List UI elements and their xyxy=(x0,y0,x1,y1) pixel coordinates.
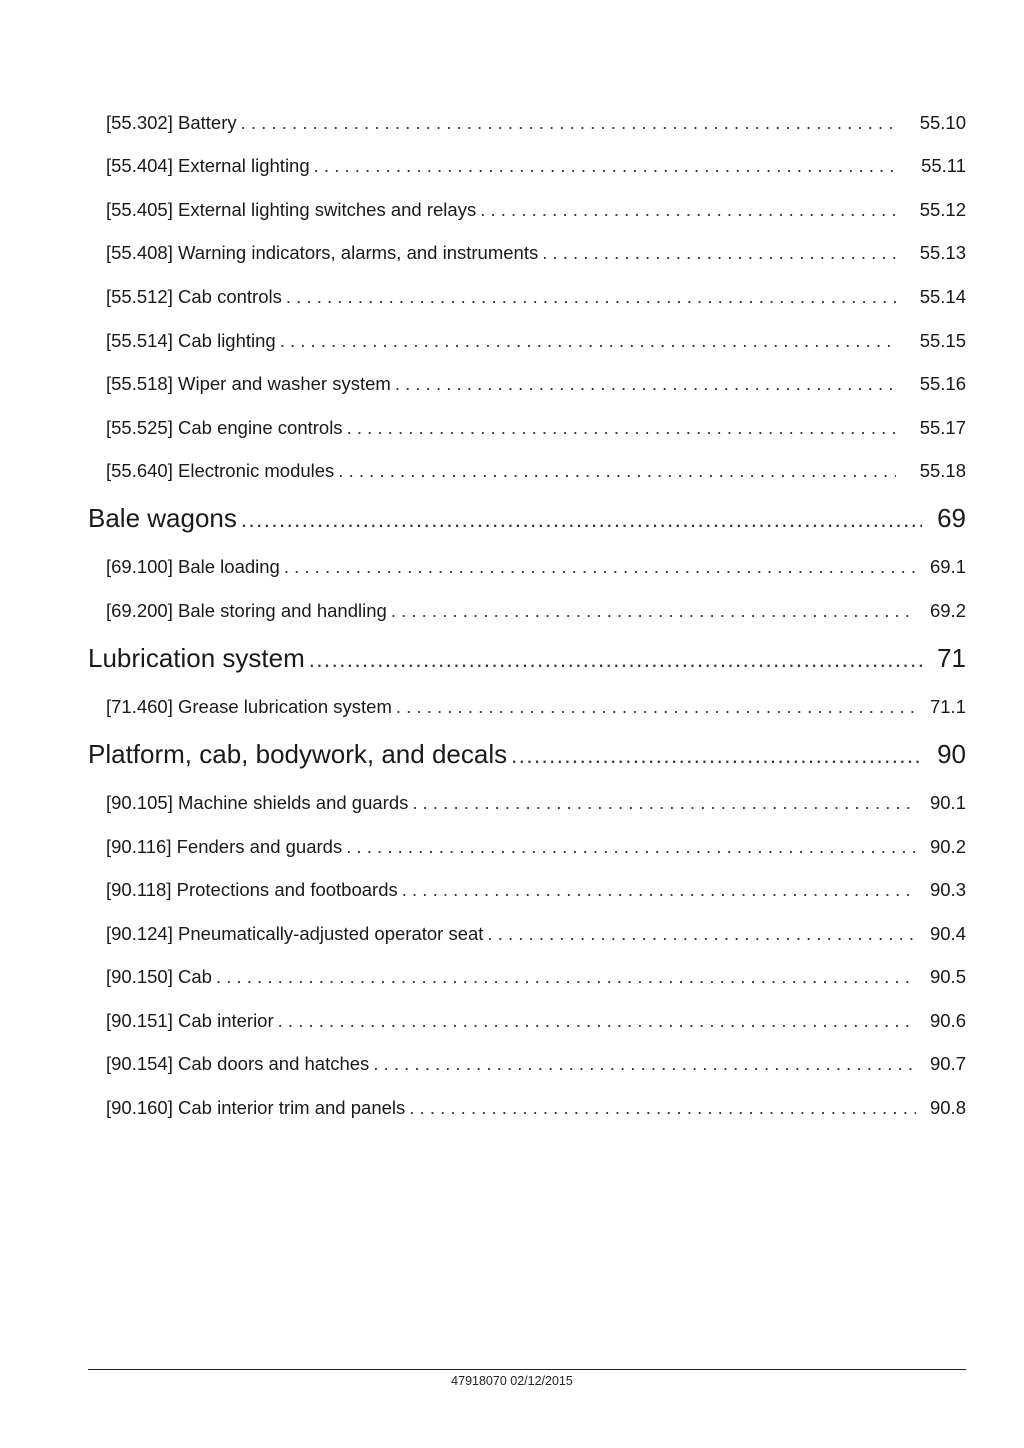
toc-chapter-page: 69 xyxy=(937,503,966,533)
toc-entry-page: 90.3 xyxy=(929,879,966,900)
toc-entry[interactable] xyxy=(106,199,966,225)
dot-leader xyxy=(373,1053,916,1075)
toc-entry-page: 90.6 xyxy=(929,1010,966,1031)
toc-entry-page: 69.2 xyxy=(929,600,966,621)
toc-entry-page: 90.7 xyxy=(929,1053,966,1074)
dot-leader xyxy=(511,743,922,769)
toc-chapter-label: Lubrication system xyxy=(88,643,305,673)
toc-entry[interactable] xyxy=(106,112,966,138)
toc-entry[interactable] xyxy=(106,923,966,949)
toc-entry[interactable] xyxy=(106,1097,966,1123)
toc-chapter-page: 90 xyxy=(937,739,966,769)
toc-entry[interactable] xyxy=(106,966,966,992)
dot-leader xyxy=(280,330,896,352)
dot-leader xyxy=(347,417,896,439)
toc-entry-label: [90.105] Machine shields and guards xyxy=(106,792,409,813)
toc-entry-label: [55.512] Cab controls xyxy=(106,286,282,307)
dot-leader xyxy=(480,199,896,221)
toc-entry-label: [90.154] Cab doors and hatches xyxy=(106,1053,370,1074)
toc-entry-page: 90.5 xyxy=(929,966,966,987)
toc-entry[interactable] xyxy=(106,600,966,626)
toc-chapter[interactable] xyxy=(88,643,966,679)
toc-chapter[interactable] xyxy=(88,503,966,539)
dot-leader xyxy=(542,242,896,264)
dot-leader xyxy=(391,600,916,622)
toc-entry-page: 55.15 xyxy=(919,330,966,351)
toc-entry-label: [55.405] External lighting switches and relays xyxy=(106,199,477,220)
toc-entry-page: 55.17 xyxy=(919,417,966,438)
dot-leader xyxy=(309,647,922,673)
toc-entry-page: 55.10 xyxy=(919,112,966,133)
toc-entry[interactable] xyxy=(106,836,966,862)
toc-chapter-label: Bale wagons xyxy=(88,503,237,533)
dot-leader xyxy=(346,836,916,858)
toc-entry-page: 69.1 xyxy=(929,556,966,577)
toc-entry-label: [90.160] Cab interior trim and panels xyxy=(106,1097,406,1118)
toc-entry-label: [90.116] Fenders and guards xyxy=(106,836,343,857)
toc-entry-label: [55.404] External lighting xyxy=(106,155,310,176)
toc-entry-label: [55.302] Battery xyxy=(106,112,237,133)
toc-entry-page: 55.14 xyxy=(919,286,966,307)
toc-entry-page: 55.12 xyxy=(919,199,966,220)
toc-entry[interactable] xyxy=(106,460,966,486)
toc-entry[interactable] xyxy=(106,696,966,722)
toc-entry-page: 90.1 xyxy=(929,792,966,813)
toc-entry-page: 55.18 xyxy=(919,460,966,481)
toc-entry-page: 90.4 xyxy=(929,923,966,944)
toc-entry-page: 55.11 xyxy=(921,155,966,176)
toc-entry[interactable] xyxy=(106,1010,966,1036)
toc-entry-page: 55.16 xyxy=(919,373,966,394)
toc-chapter[interactable] xyxy=(88,739,966,775)
toc-entry[interactable] xyxy=(106,242,966,268)
dot-leader xyxy=(338,460,896,482)
dot-leader xyxy=(286,286,896,308)
toc-entry-page: 90.2 xyxy=(929,836,966,857)
toc-entry-page: 71.1 xyxy=(929,696,966,717)
toc-entry-page: 55.13 xyxy=(919,242,966,263)
toc-entry[interactable] xyxy=(106,1053,966,1079)
toc-entry-label: [55.640] Electronic modules xyxy=(106,460,335,481)
toc-entry-label: [90.151] Cab interior xyxy=(106,1010,274,1031)
toc-entry-label: [71.460] Grease lubrication system xyxy=(106,696,392,717)
toc-entry-label: [69.100] Bale loading xyxy=(106,556,280,577)
toc-entry-label: [55.514] Cab lighting xyxy=(106,330,276,351)
toc-entry[interactable] xyxy=(106,417,966,443)
toc-entry[interactable] xyxy=(106,792,966,818)
dot-leader xyxy=(216,966,916,988)
dot-leader xyxy=(402,879,916,901)
toc-entry[interactable] xyxy=(106,155,966,181)
toc-entry[interactable] xyxy=(106,879,966,905)
footer-divider xyxy=(88,1369,966,1370)
toc-entry-label: [90.118] Protections and footboards xyxy=(106,879,398,900)
toc-entry-label: [90.124] Pneumatically-adjusted operator seat xyxy=(106,923,484,944)
dot-leader xyxy=(241,507,922,533)
toc-chapter-page: 71 xyxy=(937,643,966,673)
dot-leader xyxy=(396,696,916,718)
toc-entry[interactable] xyxy=(106,330,966,356)
toc-entry-label: [69.200] Bale storing and handling xyxy=(106,600,387,621)
dot-leader xyxy=(314,155,896,177)
dot-leader xyxy=(241,112,896,134)
dot-leader xyxy=(278,1010,916,1032)
toc-entry-label: [90.150] Cab xyxy=(106,966,212,987)
footer-document-id: 47918070 02/12/2015 xyxy=(451,1374,573,1388)
dot-leader xyxy=(487,923,916,945)
dot-leader xyxy=(284,556,916,578)
toc-entry-page: 90.8 xyxy=(929,1097,966,1118)
toc-entry[interactable] xyxy=(106,286,966,312)
toc-entry-label: [55.518] Wiper and washer system xyxy=(106,373,391,394)
dot-leader xyxy=(409,1097,916,1119)
toc-entry[interactable] xyxy=(106,556,966,582)
dot-leader xyxy=(395,373,896,395)
toc-entry[interactable] xyxy=(106,373,966,399)
dot-leader xyxy=(412,792,916,814)
toc-entry-label: [55.525] Cab engine controls xyxy=(106,417,343,438)
toc-entry-label: [55.408] Warning indicators, alarms, and instruments xyxy=(106,242,539,263)
toc-chapter-label: Platform, cab, bodywork, and decals xyxy=(88,739,508,769)
